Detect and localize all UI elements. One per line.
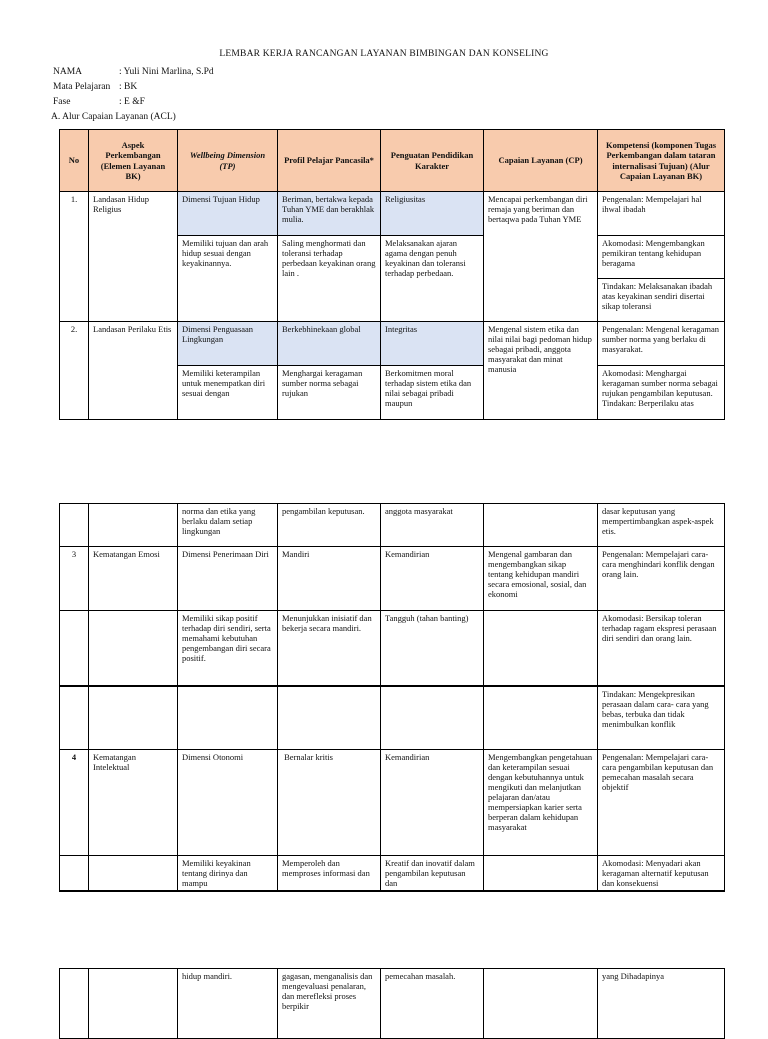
cell-capaian: Mengembangkan pengetahuan dan keterampilan sesuai dengan kebutuhannya untuk mengikuti dan melanjutkan pelajaran dan/atau mempersiapkan karier serta berperan dalam kehidupan masyarakat <box>484 750 598 856</box>
table-row <box>60 969 725 1039</box>
cell-wellbeing: hidup mandiri. <box>178 969 278 1039</box>
cell-kompetensi: Tindakan: Mengekpresikan perasaan dalam cara- cara yang bebas, terbuka dan tidak menimbulkan konflik <box>598 686 725 750</box>
header-penguatan: Penguatan Pendidikan Karakter <box>381 130 484 192</box>
cell-profil: Mandiri <box>278 547 381 611</box>
cell-wellbeing: Memiliki tujuan dan arah hidup sesuai dengan keyakinannya. <box>178 236 278 322</box>
cell-wellbeing: norma dan etika yang berlaku dalam setiap lingkungan <box>178 504 278 547</box>
cell-profil: Bernalar kritis <box>278 750 381 856</box>
cell-wellbeing: Dimensi Penguasaan Lingkungan <box>178 322 278 366</box>
cell-kompetensi: Pengenalan: Mempelajari cara-cara menghindari konflik dengan orang lain. <box>598 547 725 611</box>
kompetensi-tindakan: Tindakan: Berperilaku atas <box>602 398 694 409</box>
document-title: LEMBAR KERJA RANCANGAN LAYANAN BIMBINGAN DAN KONSELING <box>219 49 549 59</box>
cell-aspek: Kematangan Intelektual <box>89 750 178 856</box>
cell-no: 2. <box>60 322 89 420</box>
table-row <box>60 322 725 366</box>
cell-kompetensi: Tindakan: Melaksanakan ibadah atas keyakinan sendiri disertai sikap toleransi <box>598 279 725 322</box>
cell-aspek: Kematangan Emosi <box>89 547 178 611</box>
cell-aspek: Landasan Hidup Religius <box>89 192 178 322</box>
info-fase: Fase : E &F <box>53 97 145 107</box>
header-no: No <box>60 130 89 192</box>
header-wellbeing: Wellbeing Dimension (TP) <box>178 130 278 192</box>
table-row <box>60 856 725 892</box>
cell-kompetensi <box>598 366 725 420</box>
header-capaian: Capaian Layanan (CP) <box>484 130 598 192</box>
cell-penguatan: Integritas <box>381 322 484 366</box>
cell-profil: Beriman, bertakwa kepada Tuhan YME dan berakhlak mulia. <box>278 192 381 236</box>
cell-penguatan: Kemandirian <box>381 750 484 856</box>
header-aspek: Aspek Perkembangan (Elemen Layanan BK) <box>89 130 178 192</box>
cell-kompetensi: Akomodasi: Menyadari akan keragaman alternatif keputusan dan konsekuensi <box>598 856 725 892</box>
table-row <box>60 192 725 236</box>
cell-penguatan: pemecahan masalah. <box>381 969 484 1039</box>
cell-wellbeing: Memiliki keterampilan untuk menempatkan diri sesuai dengan <box>178 366 278 420</box>
cell-wellbeing: Memiliki keyakinan tentang dirinya dan mampu <box>178 856 278 892</box>
header-kompetensi: Kompetensi (komponen Tugas Perkembangan dalam tataran internalisasi Tujuan) (Alur Capaian Layanan BK) <box>598 130 725 192</box>
cell-capaian: Mengenal sistem etika dan nilai nilai bagi pedoman hidup sebagai pribadi, anggota masyarakat dan minat manusia <box>484 322 598 420</box>
header-row <box>60 130 725 192</box>
cell-kompetensi: yang Dihadapinya <box>598 969 725 1039</box>
cell-penguatan: Kemandirian <box>381 547 484 611</box>
acl-table-page-1 <box>59 129 725 420</box>
cell-profil: pengambilan keputusan. <box>278 504 381 547</box>
info-mata-pelajaran: Mata Pelajaran : BK <box>53 82 138 92</box>
cell-penguatan: Kreatif dan inovatif dalam pengambilan keputusan dan <box>381 856 484 892</box>
cell-kompetensi: Pengenalan: Mengenal keragaman sumber norma yang berlaku di masyarakat. <box>598 322 725 366</box>
cell-kompetensi: dasar keputusan yang mempertimbangkan aspek-aspek etis. <box>598 504 725 547</box>
cell-wellbeing: Dimensi Tujuan Hidup <box>178 192 278 236</box>
cell-profil: gagasan, menganalisis dan mengevaluasi penalaran, dan merefleksi proses berpikir <box>278 969 381 1039</box>
cell-capaian: Mencapai perkembangan diri remaja yang beriman dan bertaqwa pada Tuhan YME <box>484 192 598 322</box>
cell-penguatan: Melaksanakan ajaran agama dengan penuh keyakinan dan toleransi terhadap perbedaan. <box>381 236 484 322</box>
cell-profil: Memperoleh dan memproses informasi dan <box>278 856 381 892</box>
header-profil: Profil Pelajar Pancasila* <box>278 130 381 192</box>
cell-profil: Saling menghormati dan toleransi terhadap perbedaan keyakinan orang lain . <box>278 236 381 322</box>
acl-table-page-3 <box>59 968 725 1039</box>
cell-profil: Menghargai keragaman sumber norma sebagai rujukan <box>278 366 381 420</box>
cell-profil: Menunjukkan inisiatif dan bekerja secara mandiri. <box>278 611 381 686</box>
cell-profil: Berkebhinekaan global <box>278 322 381 366</box>
cell-wellbeing: Memiliki sikap positif terhadap diri sendiri, serta memahami kebutuhan pengembangan diri secara positif. <box>178 611 278 686</box>
cell-capaian: Mengenal gambaran dan mengembangkan sikap tentang kehidupan mandiri secara emosional, sosial, dan ekonomi <box>484 547 598 611</box>
cell-wellbeing: Dimensi Penerimaan Diri <box>178 547 278 611</box>
table-row <box>60 547 725 611</box>
cell-no: 3 <box>60 547 89 611</box>
cell-penguatan: Tangguh (tahan banting) <box>381 611 484 686</box>
table-row <box>60 611 725 686</box>
cell-penguatan: Berkomitmen moral terhadap sistem etika dan nilai sebagai pribadi maupun <box>381 366 484 420</box>
cell-penguatan: anggota masyarakat <box>381 504 484 547</box>
cell-wellbeing: Dimensi Otonomi <box>178 750 278 856</box>
cell-penguatan: Religiusitas <box>381 192 484 236</box>
table-row <box>60 750 725 856</box>
acl-table-page-2 <box>59 503 725 892</box>
cell-no: 4 <box>60 750 89 856</box>
cell-kompetensi: Pengenalan: Mempelajari hal ihwal ibadah <box>598 192 725 236</box>
table-row <box>60 686 725 750</box>
cell-kompetensi: Pengenalan: Mempelajari cara-cara pengambilan keputusan dan pemecahan masalah secara objektif <box>598 750 725 856</box>
kompetensi-akomodasi: Akomodasi: Menghargai keragaman sumber norma sebagai rujukan pengambilan keputusan. <box>602 368 718 399</box>
cell-aspek: Landasan Perilaku Etis <box>89 322 178 420</box>
cell-kompetensi: Akomodasi: Bersikap toleran terhadap ragam ekspresi perasaan diri sendiri dan orang lain. <box>598 611 725 686</box>
section-heading: A. Alur Capaian Layanan (ACL) <box>51 112 176 122</box>
cell-kompetensi: Akomodasi: Mengembangkan pemikiran tentang kehidupan beragama <box>598 236 725 279</box>
info-nama: NAMA : Yuli Nini Marlina, S.Pd <box>53 67 214 77</box>
table-row <box>60 504 725 547</box>
cell-no: 1. <box>60 192 89 322</box>
